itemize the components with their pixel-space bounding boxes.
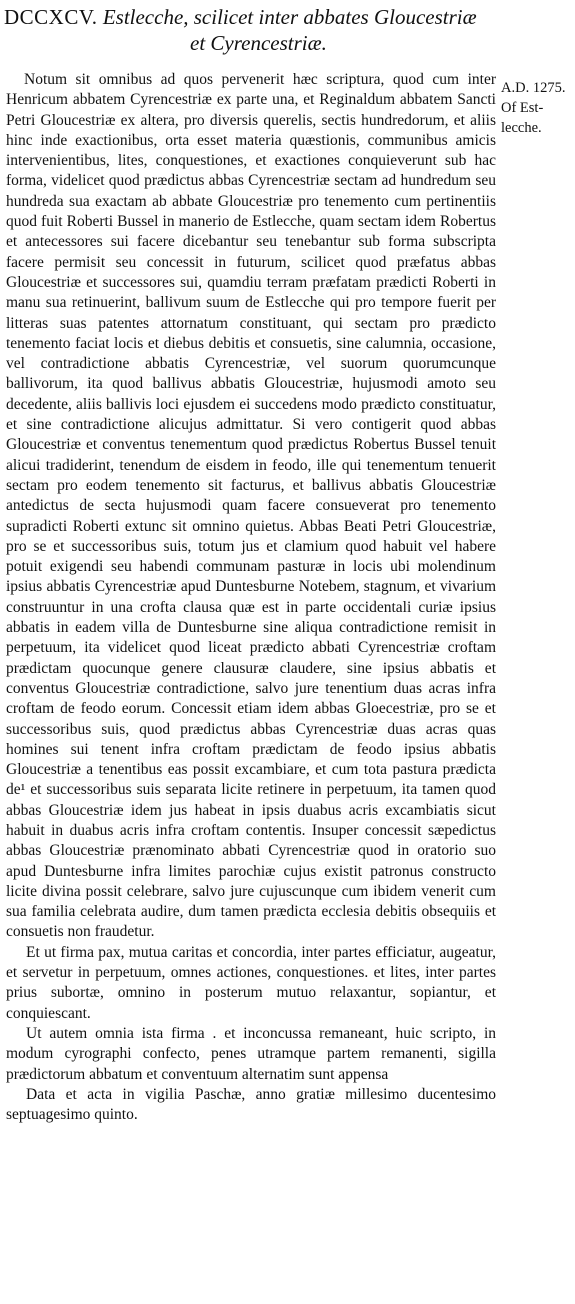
charter-number: DCCXCV.	[4, 5, 98, 29]
charter-heading	[4, 4, 564, 56]
paragraph-peace: Et ut firma pax, mutua caritas et concordia, inter partes efficiatur, augeatur, et servetur in perpetuum, omnes actiones, conquestiones. et lites, inter partes prius subortæ, omnino in posterum mutuo relaxantur, sopiantur, et conquiescant.	[6, 943, 496, 1022]
margin-date: A.D. 1275.	[501, 80, 566, 96]
margin-place: Of Est-lecche.	[501, 100, 544, 136]
margin-note	[501, 78, 573, 138]
paragraph-seals: Ut autem omnia ista firma . et inconcussa remaneant, huic scripto, in modum cyrographi confecto, penes utramque partem remanenti, sigilla prædictorum abbatum et conventuum alternatim sunt appensa	[6, 1024, 496, 1083]
paragraph-dating: Data et acta in vigilia Paschæ, anno gratiæ millesimo ducentesimo septuagesimo quinto.	[6, 1085, 496, 1124]
paragraph-main: Notum sit omnibus ad quos pervenerit hæc scriptura, quod cum inter Henricum abbatem Cyrencestriæ ex parte una, et Reginaldum abbatem Sancti Petri Gloucestriæ ex altera, pro diversis querelis, sectis hundredorum, et aliis hinc inde exactionibus, orta esset materia quæstionis, communibus amicis intervenientibus, lites, conquestiones, et exactiones conquieverunt sub hac forma, videlicet quod prædictus abbas Cyrencestriæ sectam ad hundredum seu hundreda sua exactam ab abbate Gloucestriæ pro tenemento cum pertinentiis quod fuit Roberti Bussel in manerio de Estlecche, quam sectam idem Robertus et antecessores sui facere dicebantur seu tenebantur sub forma subscripta facere permisit seu concessit in futurum, scilicet quod præfatus abbas Gloucestriæ et successores sui, quamdiu terram præfatam prædicti Roberti in manu sua retinuerint, ballivum suum de Estlecche qui pro tempore fuerit per litteras suas patentes attornatum constituant, qui sectam pro prædicto tenemento faciat locis et diebus debitis et consuetis, sine calumnia, occasione, vel contradictione abbatis Cyrencestriæ, vel suorum quorumcunque ballivorum, ita quod ballivus abbatis Gloucestriæ, hujusmodi amoto seu decedente, aliis ballivis loci ejusdem ei succedens modo prædicto constituatur, et sine contradictione alicujus admittatur. Si vero contigerit quod abbas Gloucestriæ et conventus tenementum quod prædictus Robertus Bussel tenuit alicui tradiderint, tenendum de eisdem in feodo, ille qui tenementum tenuerit sectam pro eodem tenemento sit facturus, et ballivus abbatis Gloucestriæ antedictus de secta hujusmodi quam facere consueverat pro tenemento supradicti Roberti extunc sit omnino quietus. Abbas Beati Petri Gloucestriæ, pro se et successoribus suis, totum jus et clamium quod habuit vel habere potuit exigendi seu habendi communam pasturæ in locis ubi molendinum ipsius abbatis Cyrencestriæ apud Duntesburne Notebem, stagnum, et vivarium construuntur in una crofta clausa quæ est in parte occidentali curiæ ipsius abbatis in eadem villa de Duntesburne sine aliqua contradictione remisit in perpetuum, ita videlicet quod liceat prædicto abbati Cyrencestriæ croftam prædictam quocunque genere clausuræ claudere, sine ipsius abbatis et conventus Gloucestriæ contradictione, salvo jure tenentium duas acras infra croftam de feodo eorum. Concessit etiam idem abbas Gloecestriæ, pro se et successoribus suis, quod prædictus abbas Cyrencestriæ duas acras quas homines sui tenent infra croftam prædictam de feodo ipsius abbatis Gloucestriæ a tenentibus eas possit excambiare, et cum tota pastura prædicta de¹ et successoribus suis separata licite retinere in perpetuum, ita tamen quod abbas Gloucestriæ idem jus habeat in ipsis duabus acris excambiatis sicut habuit in duabus acris infra croftam contentis. Insuper concessit sæpedictus abbas Gloucestriæ prænominato abbati Cyrencestriæ quod in oratorio suo apud Duntesburne infra limites parochiæ cujus existit patronus constructo licite divina possit celebrare, salvo jure cujuscunque cum ibidem venerit cum sua familia celebrata audire, dum tamen prædicta ecclesia debitis obsequiis et consuetis non fraudetur.	[6, 71, 496, 941]
charter-title-line2: et Cyrencestriæ.	[190, 31, 327, 55]
charter-body	[6, 70, 496, 1125]
charter-title-line1: Estlecche, scilicet inter abbates Gloucestriæ	[102, 5, 477, 29]
